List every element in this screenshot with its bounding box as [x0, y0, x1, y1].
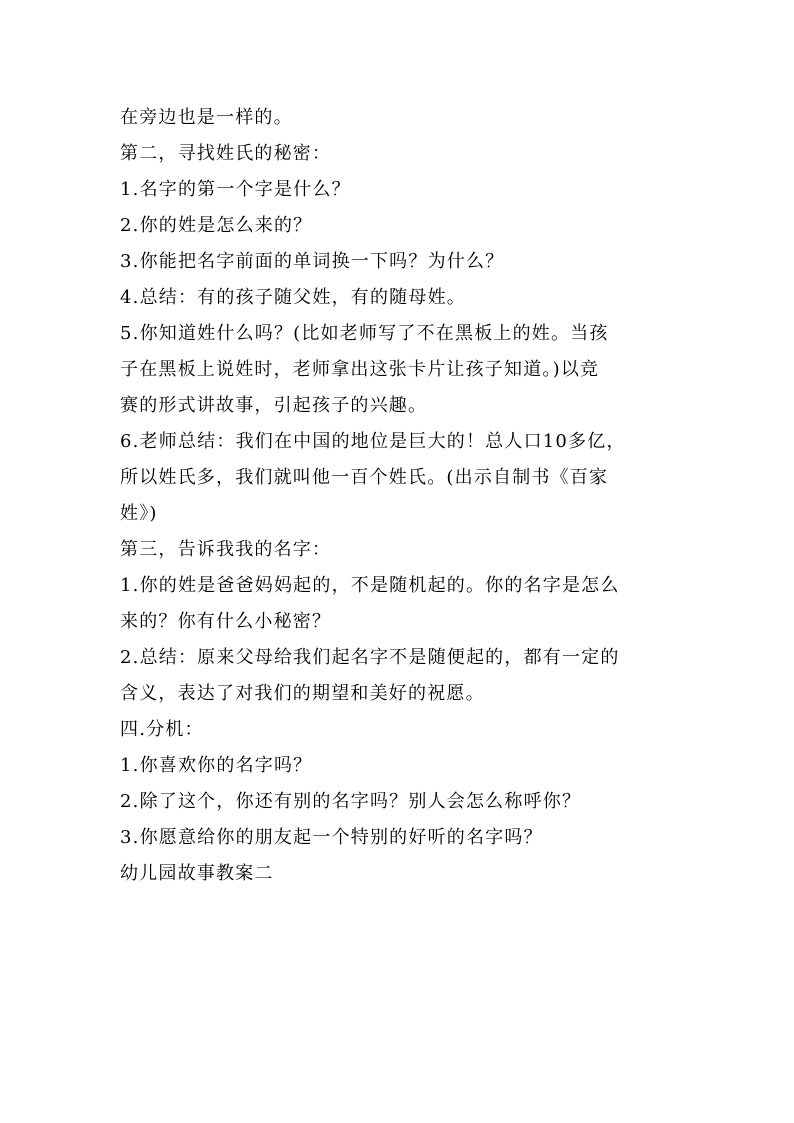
- text-line: 1.你的姓是爸爸妈妈起的，不是随机起的。你的名字是怎么: [120, 575, 620, 596]
- text-line: 2.总结：原来父母给我们起名字不是随便起的，都有一定的: [120, 647, 620, 668]
- text-line: 赛的形式讲故事，引起孩子的兴趣。: [120, 395, 428, 416]
- text-line: 1.你喜欢你的名字吗？: [120, 755, 313, 776]
- text-line: 3.你能把名字前面的单词换一下吗？为什么？: [120, 251, 505, 272]
- text-line: 2.你的姓是怎么来的？: [120, 215, 313, 236]
- text-line: 姓》): [120, 503, 158, 524]
- text-line: 5.你知道姓什么吗？(比如老师写了不在黑板上的姓。当孩: [120, 323, 609, 344]
- text-line: 1.名字的第一个字是什么？: [120, 179, 351, 200]
- text-line: 所以姓氏多，我们就叫他一百个姓氏。(出示自制书《百家: [120, 467, 609, 488]
- section-heading: 第二，寻找姓氏的秘密：: [120, 143, 332, 164]
- text-line: 4.总结：有的孩子随父姓，有的随母姓。: [120, 287, 466, 308]
- text-line: 3.你愿意给你的朋友起一个特别的好听的名字吗？: [120, 827, 543, 848]
- text-line: 子在黑板上说姓时，老师拿出这张卡片让孩子知道。)以竞: [120, 359, 600, 380]
- section-heading: 第三，告诉我我的名字：: [120, 539, 332, 560]
- section-heading: 幼儿园故事教案二: [120, 863, 274, 884]
- text-line: 含义，表达了对我们的期望和美好的祝愿。: [120, 683, 485, 704]
- text-line: 6.老师总结：我们在中国的地位是巨大的！总人口10多亿，: [120, 431, 626, 452]
- section-heading: 四.分机：: [120, 719, 204, 740]
- text-line: 2.除了这个，你还有别的名字吗？别人会怎么称呼你？: [120, 791, 582, 812]
- text-line: 在旁边也是一样的。: [120, 107, 293, 128]
- text-line: 来的？你有什么小秘密？: [120, 611, 332, 632]
- document-body: [120, 100, 680, 892]
